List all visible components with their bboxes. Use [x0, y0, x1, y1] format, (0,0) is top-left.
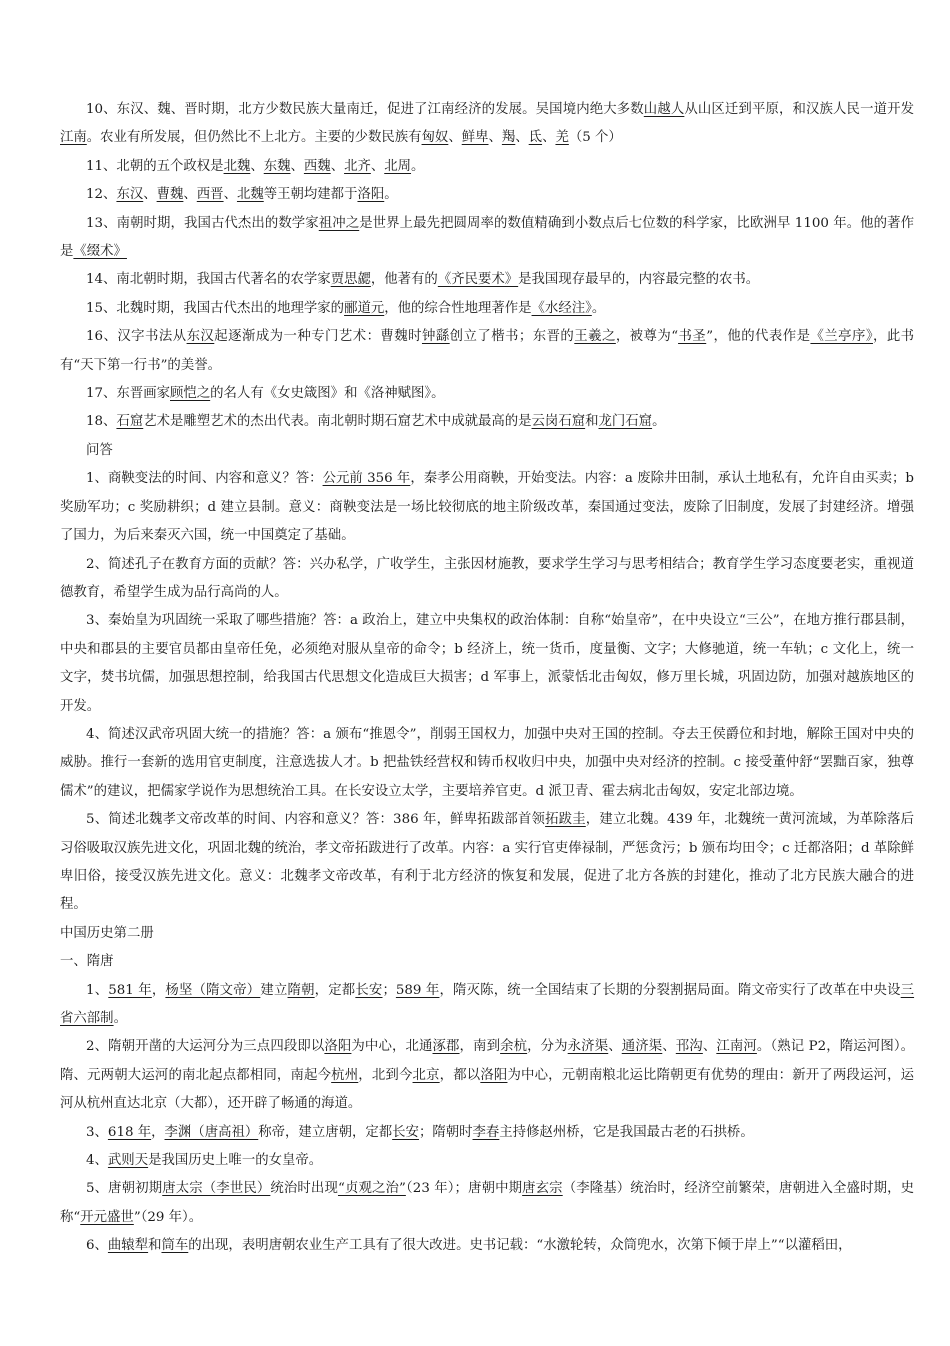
underlined-term: 东汉	[186, 329, 215, 345]
underlined-term: 北魏	[223, 158, 251, 174]
text-segment: （李隆基）统治时，经济空前繁荣，唐朝进入全盛时期，史称“	[60, 1181, 915, 1225]
text-segment: 5、唐朝初期	[86, 1181, 163, 1197]
paragraph-q4	[60, 721, 914, 806]
text-segment: 18、	[86, 414, 117, 430]
text-segment: 5、简述北魏孝文帝改革的时间、内容和意义？答：386 年，鲜卑拓跋部首领	[86, 812, 546, 828]
section-heading	[60, 948, 914, 976]
underlined-term: 羯	[501, 130, 516, 146]
text-segment: 4、简述汉武帝巩固大统一的措施？答：a 颁布“推恩令”，削弱王国权力，加强中央对王国的控制。夺去王侯爵位和封地，解除王国对中央的威胁。推行一套新的选用官吏制度，注意选拔人才。b 把盐铁经营权和铸币权收归中央，加强中央对经济的控制。c 接受董仲舒“罢黜百家，独尊儒术”的建议，把儒家学说作为思想统治工具。在长安设立太学，主要培养官吏。d 派卫青、霍去病北击匈奴，安定北部边境。	[60, 726, 914, 799]
underlined-term: 书圣	[678, 329, 707, 345]
underlined-term: 《兰亭序》	[810, 329, 873, 345]
text-segment: 创立了楷书；东晋的	[449, 329, 575, 345]
text-segment: 、	[608, 1039, 622, 1055]
text-segment: 、	[515, 130, 529, 146]
text-segment: ，被尊为“	[615, 329, 679, 345]
underlined-term: 北魏	[236, 187, 264, 203]
underlined-term: 洛阳	[480, 1067, 508, 1083]
text-segment: 14、南北朝时期，我国古代著名的农学家	[86, 272, 331, 288]
text-segment: 问答	[86, 442, 113, 458]
text-segment: ，此书有“天下第一行书”的美誉。	[60, 329, 915, 373]
underlined-term: 长安	[392, 1124, 419, 1140]
text-segment: 主持修赵州桥，它是我国最古老的石拱桥。	[499, 1124, 754, 1140]
underlined-term: 永济渠	[567, 1039, 609, 1055]
text-segment: ，他的综合性地理著作是	[384, 300, 532, 316]
underlined-term: 唐太宗（李世民）	[162, 1181, 271, 1197]
text-segment: 为中心，元朝南粮北运比隋朝更有优势的理由：新开了两段运河，运河从杭州直达北京（大都），还开辟了畅通的海道。	[60, 1067, 915, 1112]
underlined-term: 杭州	[331, 1067, 359, 1083]
paragraph-s5	[60, 1175, 914, 1232]
text-segment: 是我国现存最早的，内容最完整的农书。	[518, 272, 760, 288]
underlined-term: 祖冲之	[318, 215, 360, 231]
text-segment: （5 个）	[568, 130, 622, 146]
underlined-term: 筒车	[161, 1238, 189, 1254]
text-segment: 、	[250, 158, 264, 174]
text-segment: 17、东晋画家	[86, 386, 170, 402]
paragraph-p12	[60, 181, 914, 209]
text-segment: 。	[411, 158, 425, 174]
text-segment: 。	[652, 414, 666, 430]
underlined-term: 北齐	[344, 158, 371, 174]
text-segment: 、	[143, 187, 157, 203]
underlined-term: 隋朝	[287, 982, 315, 998]
underlined-term: 江南	[60, 130, 87, 146]
underlined-term: 涿郡	[432, 1039, 460, 1055]
underlined-term: 龙门石窟	[598, 414, 653, 430]
text-segment: 。	[113, 1011, 127, 1026]
paragraph-q2	[60, 551, 914, 608]
text-segment: 。（熟记 P2，隋运河图）。隋、元两朝大运河的南北起点都相同，南起今	[60, 1039, 915, 1083]
underlined-term: 贾思勰	[330, 272, 371, 288]
text-segment: ，隋灭陈，统一全国结束了长期的分裂割据局面。隋文帝实行了改革在中央设	[439, 982, 901, 998]
underlined-term: 鲜卑	[461, 130, 489, 146]
underlined-term: 618 年	[107, 1124, 152, 1140]
underlined-term: 石窟	[116, 414, 144, 430]
text-segment: 1、商鞅变法的时间、内容和意义？答：	[86, 471, 323, 487]
text-segment: 从山区迁到平原，和汉族人民一道开发	[684, 102, 915, 117]
text-segment: 是我国历史上唯一的女皇帝。	[148, 1153, 323, 1169]
underlined-term: 云岗石窟	[531, 414, 586, 430]
underlined-term: 东魏	[263, 158, 291, 174]
text-segment: 。	[384, 187, 398, 203]
text-segment: 10、东汉、魏、晋时期，北方少数民族大量南迁，促进了江南经济的发展。吴国境内绝大多数	[86, 102, 644, 117]
paragraph-s2	[60, 1033, 914, 1118]
text-segment: 、	[448, 130, 462, 146]
underlined-term: 《水经注》	[531, 300, 592, 316]
text-segment: 、	[488, 130, 502, 146]
text-segment: 为中心，北通	[351, 1039, 433, 1055]
underlined-term: 顾恺之	[170, 386, 211, 402]
underlined-term: 589 年	[395, 982, 440, 998]
text-segment: 建立	[260, 982, 288, 998]
text-segment: 的名人有《女史箴图》和《洛神赋图》。	[210, 386, 445, 402]
underlined-term: 匈奴	[421, 130, 449, 146]
text-segment: ，南到	[459, 1039, 501, 1055]
text-segment: 、	[290, 158, 304, 174]
text-segment: 的出现，表明唐朝农业生产工具有了很大改进。史书记载：“水激轮转，众筒兜水，次第下倾于岸上”“以灌稻田，	[188, 1238, 852, 1254]
underlined-term: 《缀术》	[73, 244, 127, 260]
text-segment: 、	[330, 158, 345, 174]
text-segment: 、	[370, 158, 385, 174]
text-segment: ，建立北魏。439 年，北魏统一黄河流域，为革除落后习俗吸取汉族先进文化，巩固北魏的统治，孝文帝拓跋进行了改革。内容：a 实行官吏俸禄制，严惩贪污；b 颁布均田令；c 迁都洛阳；d 革除鲜卑旧俗，接受汉族先进文化。意义：北魏孝文帝改革，有利于北方经济的恢复和发展，促进了北方各族的封建化，推动了北方民族大融合的进程。	[60, 812, 914, 913]
underlined-term: 唐玄宗	[522, 1181, 563, 1197]
text-segment: 、	[183, 187, 197, 203]
underlined-term: 曹魏	[156, 187, 184, 203]
text-segment: 16、汉字书法从	[86, 329, 187, 345]
underlined-term: 西晋	[196, 187, 224, 203]
text-segment: ，秦孝公用商鞅，开始变法。内容：a 废除井田制，承认土地私有，允许自由买卖；b 奖励军功；c 奖励耕织；d 建立县制。意义：商鞅变法是一场比较彻底的地主阶级改革，秦国通过变法，废除了旧制度，发展了封建经济。增强了国力，为后来秦灭六国，统一中国奠定了基础。	[60, 471, 914, 544]
paragraph-q3	[60, 607, 914, 721]
text-segment: ”，他的代表作是	[706, 329, 811, 345]
underlined-term: 《齐民要术》	[437, 272, 519, 288]
underlined-term: “贞观之治”	[337, 1181, 406, 1197]
underlined-term: 余杭	[500, 1039, 528, 1055]
paragraph-p17	[60, 380, 914, 408]
underlined-term: 洛阳	[324, 1039, 352, 1055]
underlined-term: 581 年	[108, 982, 152, 998]
text-segment: 2、简述孔子在教育方面的贡献？答：兴办私学，广收学生，主张因材施教，要求学生学习与思考相结合；教育学生学习态度要老实，重视道德教育，希望学生成为品行高尚的人。	[60, 556, 914, 600]
paragraph-q1	[60, 465, 914, 550]
paragraph-s1	[60, 977, 914, 1034]
underlined-term: 东汉	[116, 187, 144, 203]
text-segment: （23 年）；唐朝中期	[405, 1181, 523, 1197]
text-segment: ，定都	[314, 982, 356, 998]
underlined-term: 钟繇	[421, 329, 450, 345]
text-segment: 。	[591, 300, 606, 316]
paragraph-q5	[60, 806, 914, 920]
text-segment: 6、	[86, 1238, 108, 1254]
text-segment: 。农业有所发展，但仍然比不上北方。主要的少数民族有	[86, 130, 422, 146]
text-segment: 4、	[86, 1153, 108, 1169]
paragraph-p13	[60, 210, 914, 267]
paragraph-p11	[60, 153, 914, 181]
text-segment: 、	[702, 1039, 717, 1055]
underlined-term: 郦道元	[344, 300, 385, 316]
underlined-term: 江南河	[716, 1039, 757, 1055]
paragraph-p16	[60, 323, 914, 380]
text-segment: 统治时出现	[270, 1181, 338, 1197]
text-segment: 起逐渐成为一种专门艺术：曹魏时	[214, 329, 422, 345]
text-segment: 一、隋唐	[60, 954, 114, 970]
text-segment: 12、	[86, 187, 117, 203]
text-segment: ，	[151, 982, 166, 998]
underlined-term: 洛阳	[357, 187, 385, 203]
text-segment: 和	[585, 414, 599, 430]
text-segment: 艺术是雕塑艺术的杰出代表。南北朝时期石窟艺术中成就最高的是	[143, 414, 532, 430]
underlined-term: 通济渠	[621, 1039, 663, 1055]
text-segment: ，他著有的	[370, 272, 438, 288]
underlined-term: 王羲之	[574, 329, 616, 345]
underlined-term: 氐	[528, 130, 543, 146]
paragraph-s4	[60, 1147, 914, 1175]
paragraph-s6	[60, 1232, 914, 1260]
text-segment: ，北到今	[358, 1067, 413, 1083]
text-segment: 15、北魏时期，我国古代杰出的地理学家的	[86, 300, 345, 316]
text-segment: 3、	[86, 1124, 108, 1140]
text-segment: 中国历史第二册	[60, 925, 154, 941]
text-segment: ；	[382, 982, 396, 998]
underlined-term: 西魏	[303, 158, 331, 174]
text-segment: ，	[151, 1124, 165, 1140]
underlined-term: 曲辕犁	[107, 1238, 149, 1254]
text-segment: 11、北朝的五个政权是	[86, 158, 224, 174]
text-segment: 称帝，建立唐朝，定都	[258, 1124, 393, 1140]
underlined-term: 山越人	[643, 102, 685, 117]
underlined-term: 拓跋圭	[545, 812, 586, 828]
paragraph-p18	[60, 408, 914, 436]
underlined-term: 北周	[384, 158, 412, 174]
paragraph-p14	[60, 266, 914, 294]
text-segment: 、	[662, 1039, 676, 1055]
paragraph-p15	[60, 295, 914, 323]
text-segment: 、	[223, 187, 237, 203]
text-segment: ，都以	[439, 1067, 481, 1083]
section-heading	[60, 920, 914, 948]
paragraph-p10	[60, 96, 914, 153]
text-segment: 是世界上最先把圆周率的数值精确到小数点后七位数的科学家，比欧洲早 1100 年。他的著作是	[60, 215, 915, 260]
text-segment: ”（29 年）。	[133, 1209, 203, 1225]
underlined-term: 羌	[555, 130, 569, 146]
text-segment: 3、秦始皇为巩固统一采取了哪些措施？答：a 政治上，建立中央集权的政治体制：自称“始皇帝”，在中央设立“三公”，在地方推行郡县制，中央和郡县的主要官员都由皇帝任免，必须绝对服从皇帝的命令；b 经济上，统一货币，度量衡、文字；大修驰道，统一车轨；c 文化上，统一文字，焚书坑儒，加强思想控制，给我国古代思想文化造成巨大损害；d 军事上，派蒙恬北击匈奴，修万里长城，巩固边防，加强对越族地区的开发。	[60, 613, 914, 714]
text-segment: 、	[542, 130, 556, 146]
underlined-term: 北京	[412, 1067, 440, 1083]
underlined-term: 三省六部制	[60, 982, 915, 1026]
underlined-term: 开元盛世	[80, 1209, 134, 1225]
text-segment: 13、南朝时期，我国古代杰出的数学家	[86, 215, 319, 231]
text-segment: 等王朝均建都于	[263, 187, 358, 203]
underlined-term: 武则天	[107, 1153, 149, 1169]
underlined-term: 李春	[472, 1124, 500, 1140]
text-segment: 和	[148, 1238, 162, 1254]
underlined-term: 公元前 356 年	[322, 471, 411, 487]
underlined-term: 李渊（唐高祖）	[164, 1124, 259, 1140]
underlined-term: 杨坚（隋文帝）	[165, 982, 261, 998]
underlined-term: 邗沟	[675, 1039, 703, 1055]
text-segment: 2、隋朝开凿的大运河分为三点四段即以	[86, 1039, 325, 1055]
text-segment: ；隋朝时	[418, 1124, 473, 1140]
paragraph-qa	[60, 437, 914, 465]
text-segment: 1、	[86, 982, 109, 998]
underlined-term: 长安	[355, 982, 383, 998]
text-segment: ，分为	[527, 1039, 568, 1055]
paragraph-s3	[60, 1119, 914, 1147]
